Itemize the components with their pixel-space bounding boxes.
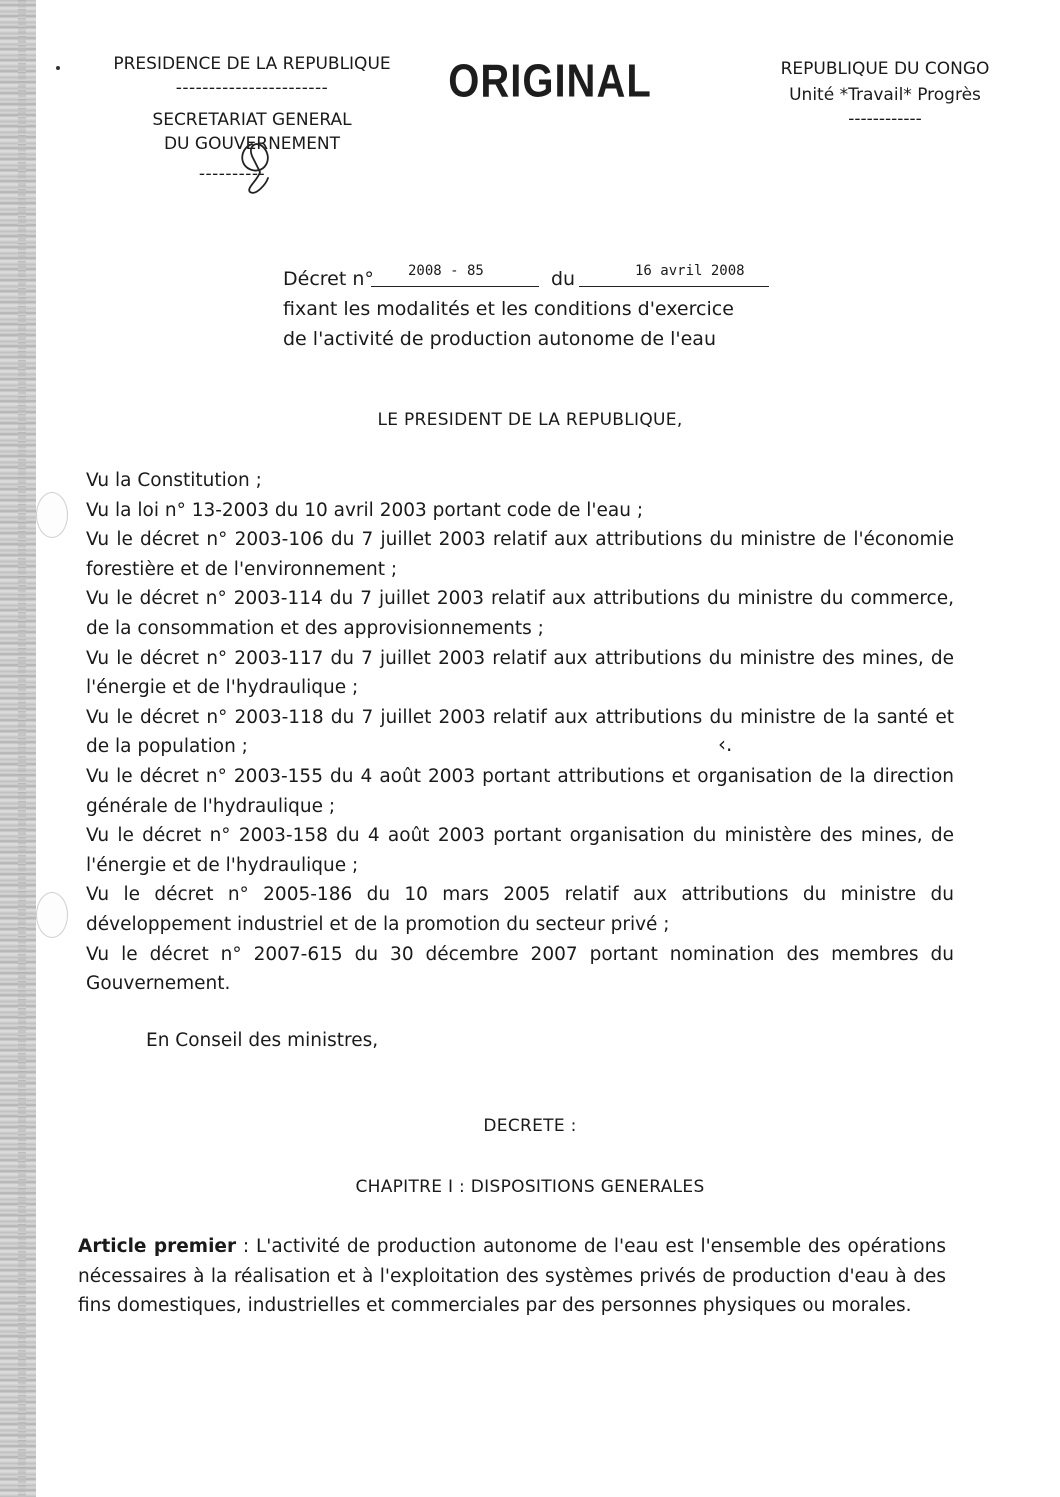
consideration-item: Vu le décret n° 2005-186 du 10 mars 2005 relatif aux attributions du ministre du développement industriel et de la promotion du secteur privé ; bbox=[86, 884, 954, 935]
scan-speck bbox=[56, 66, 60, 70]
original-stamp: ORIGINAL bbox=[448, 56, 652, 107]
decree-prefix: Décret n° bbox=[283, 268, 374, 290]
article-text: : L'activité de production autonome de l'eau est l'ensemble des opérations nécessaires à la réalisation et à l'exploitation des systèmes privés de production d'eau à des fins domestiques, industrielles et commerciales par des personnes physiques ou morales. bbox=[78, 1236, 946, 1317]
decree-date: 16 avril 2008 bbox=[635, 263, 745, 279]
secretariat-line: SECRETARIAT GENERAL bbox=[152, 110, 352, 130]
handwritten-margin-mark: ‹. bbox=[718, 732, 733, 756]
consideration-item: Vu la loi n° 13-2003 du 10 avril 2003 portant code de l'eau ; bbox=[86, 499, 644, 521]
header-separator: ---------- bbox=[198, 164, 266, 184]
decree-subject-line2: de l'activité de production autonome de l'eau bbox=[283, 328, 716, 350]
consideration-item: Vu le décret n° 2003-118 du 7 juillet 2003 relatif aux attributions du ministre de la santé et de la population ; bbox=[86, 706, 954, 758]
consideration-item: Vu le décret n° 2003-114 du 7 juillet 2003 relatif aux attributions du ministre du commerce, de la consommation et des approvisionnements ; bbox=[86, 588, 954, 639]
decree-number: 2008 - 85 bbox=[408, 263, 484, 279]
council-line: En Conseil des ministres, bbox=[146, 1030, 379, 1051]
handwritten-initials bbox=[222, 126, 322, 206]
punch-hole bbox=[36, 492, 68, 538]
consideration-item: Vu la Constitution ; bbox=[86, 470, 262, 491]
consideration-item: Vu le décret n° 2003-106 du 7 juillet 2003 relatif aux attributions du ministre de l'économie forestière et de l'environnement ; bbox=[86, 529, 954, 580]
header-separator: ------------ bbox=[848, 109, 922, 129]
consideration-item: Vu le décret n° 2003-158 du 4 août 2003 portant organisation du ministère des mines, de l'énergie et de l'hydraulique ; bbox=[86, 825, 954, 876]
punch-hole bbox=[36, 892, 68, 938]
government-line: DU GOUVERNEMENT bbox=[163, 134, 341, 154]
decree-du: du bbox=[551, 268, 576, 290]
president-heading: LE PRESIDENT DE LA REPUBLIQUE, bbox=[377, 410, 683, 430]
consideration-item: Vu le décret n° 2003-117 du 7 juillet 2003 relatif aux attributions du ministre des mines, de l'énergie et de l'hydraulique ; bbox=[86, 647, 954, 699]
consideration-item: Vu le décret n° 2007-615 du 30 décembre 2007 portant nomination des membres du Gouvernement. bbox=[86, 943, 954, 995]
presidency-line: PRESIDENCE DE LA REPUBLIQUE bbox=[113, 54, 391, 74]
article-label: Article premier bbox=[78, 1236, 237, 1257]
considerations-list bbox=[86, 466, 954, 999]
decree-subject-line1: fixant les modalités et les conditions d'exercice bbox=[283, 298, 734, 320]
decree-title bbox=[283, 258, 783, 354]
number-blank-line bbox=[371, 286, 539, 287]
country-header bbox=[740, 56, 1030, 132]
date-blank-line bbox=[579, 286, 769, 287]
article-premier bbox=[78, 1232, 946, 1321]
chapter-heading: CHAPITRE I : DISPOSITIONS GENERALES bbox=[355, 1177, 705, 1197]
consideration-item: Vu le décret n° 2003-155 du 4 août 2003 portant attributions et organisation de la direction générale de l'hydraulique ; bbox=[86, 765, 954, 817]
scan-binding-edge bbox=[0, 0, 36, 1497]
national-motto: Unité *Travail* Progrès bbox=[789, 85, 981, 105]
header-separator: ----------------------- bbox=[175, 78, 329, 98]
country-name: REPUBLIQUE DU CONGO bbox=[780, 59, 990, 79]
decree-number-row bbox=[283, 258, 783, 294]
decrete-heading: DECRETE : bbox=[483, 1116, 577, 1136]
